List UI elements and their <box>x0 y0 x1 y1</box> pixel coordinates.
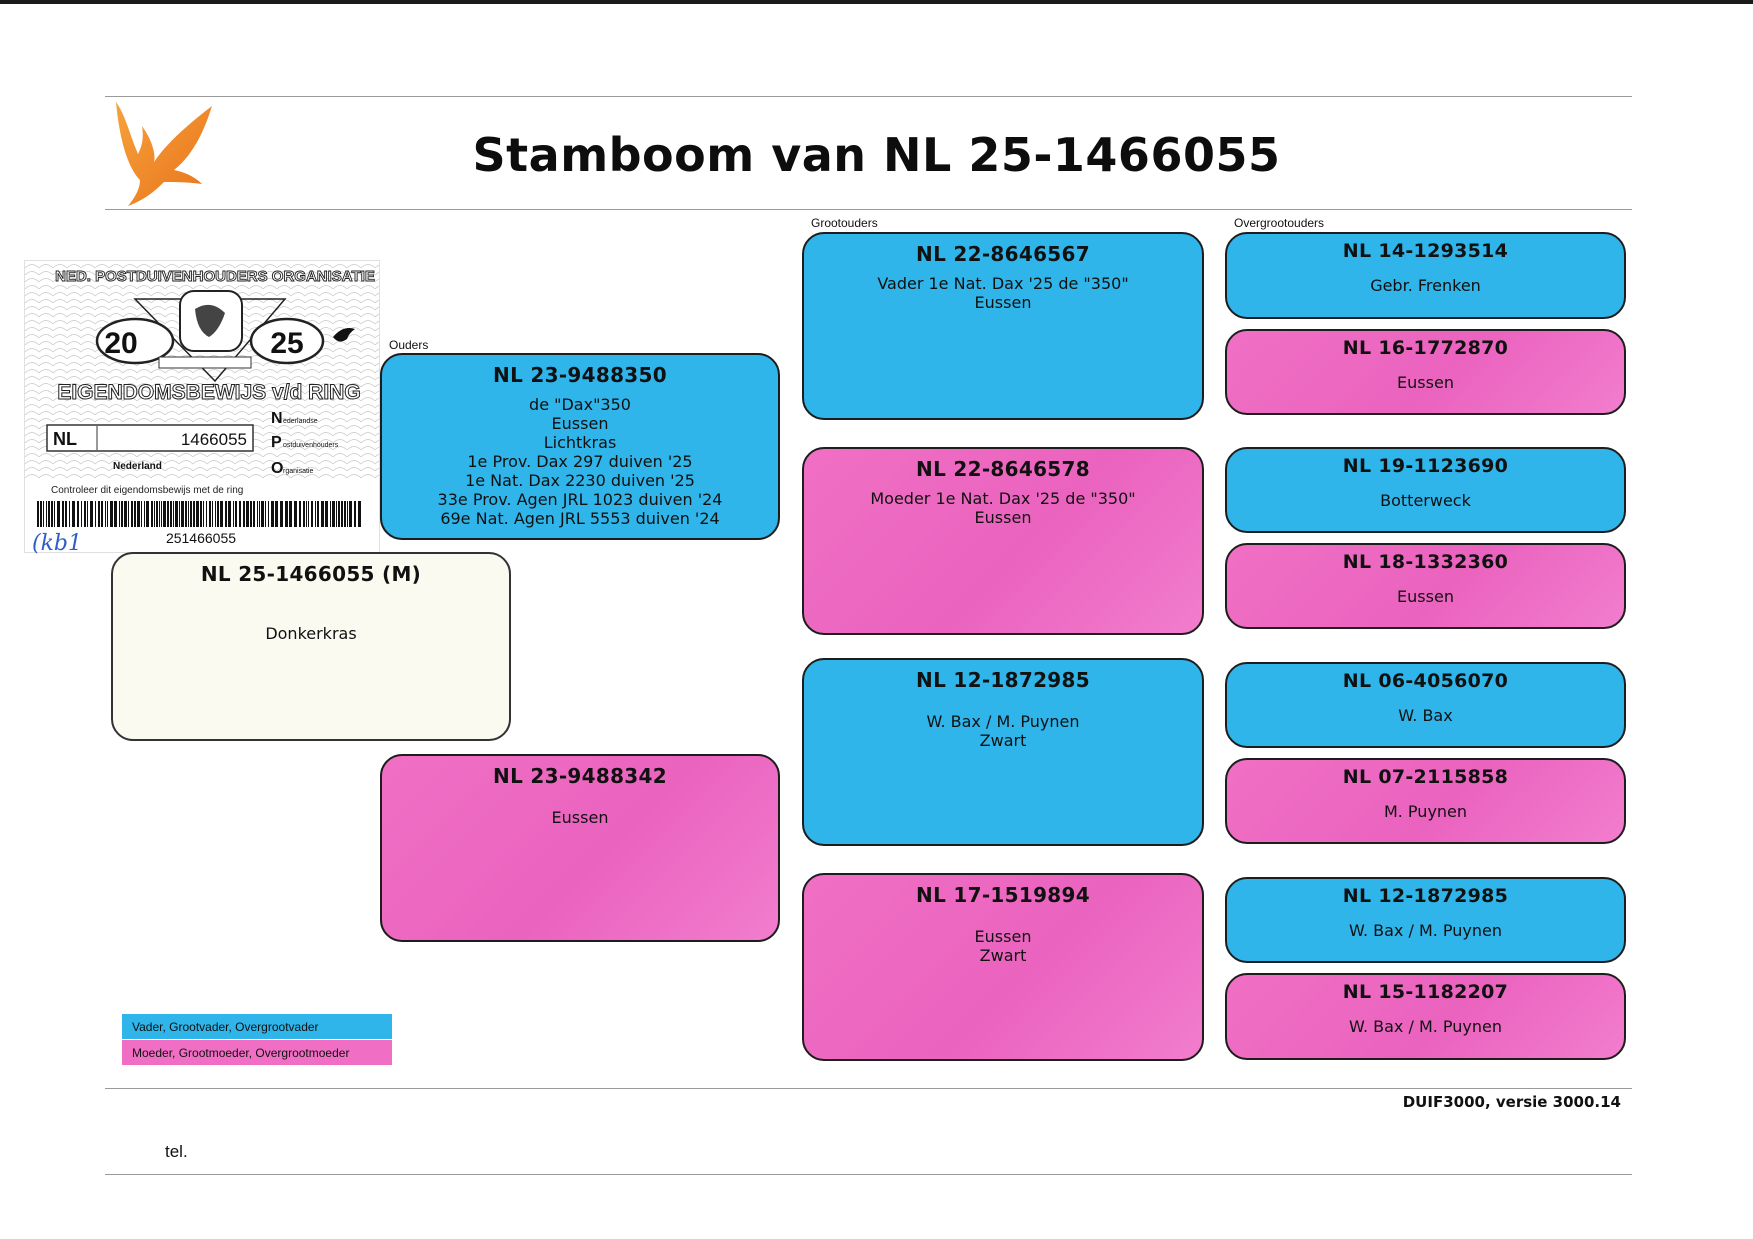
great-grandparent-ring: NL 16-1772870 <box>1342 337 1509 359</box>
svg-text:(kb1: (kb1 <box>32 531 82 556</box>
grandparent-line: Moeder 1e Nat. Dax '25 de "350" <box>870 489 1136 508</box>
barcode-number: 251466055 <box>165 530 237 546</box>
pigeon-card-grandparent-1[interactable] <box>802 232 1204 420</box>
grandparent-line: Eussen <box>974 293 1032 312</box>
grandparent-line: W. Bax / M. Puynen <box>926 712 1080 731</box>
footer-top-rule <box>105 1088 1632 1089</box>
grandparent-line: Zwart <box>979 731 1027 750</box>
handwritten-note <box>30 528 120 556</box>
great-grandparent-line: W. Bax / M. Puynen <box>1348 1017 1503 1036</box>
pigeon-card-grandparent-4[interactable] <box>802 873 1204 1061</box>
great-grandparent-line: Botterweck <box>1380 491 1471 510</box>
grandparent-line: Eussen <box>974 508 1032 527</box>
grandparent-ring: NL 17-1519894 <box>916 883 1090 907</box>
footer-bottom-rule <box>105 1174 1632 1175</box>
column-label-overgrootouders: Overgrootouders <box>1234 216 1325 230</box>
great-grandparent-line: Eussen <box>1397 373 1454 392</box>
scan-top-edge <box>0 0 1753 4</box>
certificate-number: 1466055 <box>180 430 247 449</box>
telephone-label: tel. <box>165 1142 188 1161</box>
pigeon-card-great-grandparent-7[interactable] <box>1225 877 1626 963</box>
father-line: de "Dax"350 <box>529 395 631 414</box>
father-line: Lichtkras <box>543 433 617 452</box>
npo-line-2: ostduivenhouders <box>283 442 339 449</box>
pigeon-card-grandparent-3[interactable] <box>802 658 1204 846</box>
father-ring: NL 23-9488350 <box>493 363 667 387</box>
father-line: 33e Prov. Agen JRL 1023 duiven '24 <box>437 490 723 509</box>
barcode <box>37 501 361 527</box>
pigeon-card-mother[interactable] <box>380 754 780 942</box>
svg-text:N: N <box>271 410 283 427</box>
great-grandparent-ring: NL 06-4056070 <box>1342 670 1509 692</box>
certificate-country: NL <box>53 429 77 449</box>
software-version: DUIF3000, versie 3000.14 <box>1402 1093 1621 1111</box>
pigeon-card-great-grandparent-3[interactable] <box>1225 447 1626 533</box>
pigeon-card-great-grandparent-2[interactable] <box>1225 329 1626 415</box>
header-top-rule <box>105 96 1632 97</box>
great-grandparent-line: M. Puynen <box>1383 802 1468 821</box>
subject-ring: NL 25-1466055 (M) <box>200 562 422 586</box>
pigeon-card-great-grandparent-4[interactable] <box>1225 543 1626 629</box>
legend-female: Moeder, Grootmoeder, Overgrootmoeder <box>122 1040 392 1065</box>
great-grandparent-line: W. Bax / M. Puynen <box>1348 921 1503 940</box>
pigeon-card-subject[interactable] <box>111 552 511 741</box>
father-line: Eussen <box>551 414 609 433</box>
father-line: 1e Prov. Dax 297 duiven '25 <box>467 452 693 471</box>
certificate-banner: EIGENDOMSBEWIJS v/d RING <box>57 381 361 404</box>
great-grandparent-ring: NL 12-1872985 <box>1342 885 1509 907</box>
legend-male: Vader, Grootvader, Overgrootvader <box>122 1014 392 1039</box>
svg-text:O: O <box>271 460 284 477</box>
grandparent-line: Eussen <box>974 927 1032 946</box>
certificate-org: NED. POSTDUIVENHOUDERS ORGANISATIE <box>55 268 375 285</box>
npo-line-1: ederlandse <box>283 418 318 425</box>
pigeon-card-grandparent-2[interactable] <box>802 447 1204 635</box>
grandparent-ring: NL 12-1872985 <box>916 668 1090 692</box>
certificate-nation: Nederland <box>113 461 162 472</box>
great-grandparent-line: Eussen <box>1397 587 1454 606</box>
pigeon-card-great-grandparent-8[interactable] <box>1225 973 1626 1060</box>
svg-text:P: P <box>271 434 282 451</box>
grandparent-ring: NL 22-8646567 <box>916 242 1090 266</box>
grandparent-ring: NL 22-8646578 <box>916 457 1090 481</box>
page-title: Stamboom van NL 25-1466055 <box>472 128 1281 182</box>
pigeon-card-great-grandparent-5[interactable] <box>1225 662 1626 748</box>
great-grandparent-line: W. Bax <box>1398 706 1453 725</box>
great-grandparent-line: Gebr. Frenken <box>1370 276 1481 295</box>
great-grandparent-ring: NL 15-1182207 <box>1342 981 1509 1003</box>
pigeon-card-great-grandparent-6[interactable] <box>1225 758 1626 844</box>
grandparent-line: Vader 1e Nat. Dax '25 de "350" <box>877 274 1129 293</box>
grandparent-line: Zwart <box>979 946 1027 965</box>
great-grandparent-ring: NL 14-1293514 <box>1342 240 1509 262</box>
great-grandparent-ring: NL 07-2115858 <box>1342 766 1509 788</box>
pigeon-card-great-grandparent-1[interactable] <box>1225 232 1626 319</box>
subject-line: Donkerkras <box>265 624 357 643</box>
great-grandparent-ring: NL 19-1123690 <box>1342 455 1509 477</box>
column-label-grootouders: Grootouders <box>811 216 878 230</box>
father-line: 1e Nat. Dax 2230 duiven '25 <box>465 471 695 490</box>
pigeon-card-father[interactable] <box>380 353 780 540</box>
father-line: 69e Nat. Agen JRL 5553 duiven '24 <box>440 509 720 528</box>
column-label-ouders: Ouders <box>389 338 429 352</box>
mother-ring: NL 23-9488342 <box>493 764 667 788</box>
great-grandparent-ring: NL 18-1332360 <box>1342 551 1509 573</box>
certificate-year-left: 20 <box>104 327 138 360</box>
certificate-year-right: 25 <box>270 327 304 360</box>
ring-certificate-graphic <box>25 261 379 552</box>
header-bottom-rule <box>105 209 1632 210</box>
certificate-notice: Controleer dit eigendomsbewijs met de ring <box>51 485 244 496</box>
npo-line-3: rganisatie <box>283 468 314 475</box>
mother-line: Eussen <box>551 808 609 827</box>
ring-certificate <box>24 260 380 553</box>
